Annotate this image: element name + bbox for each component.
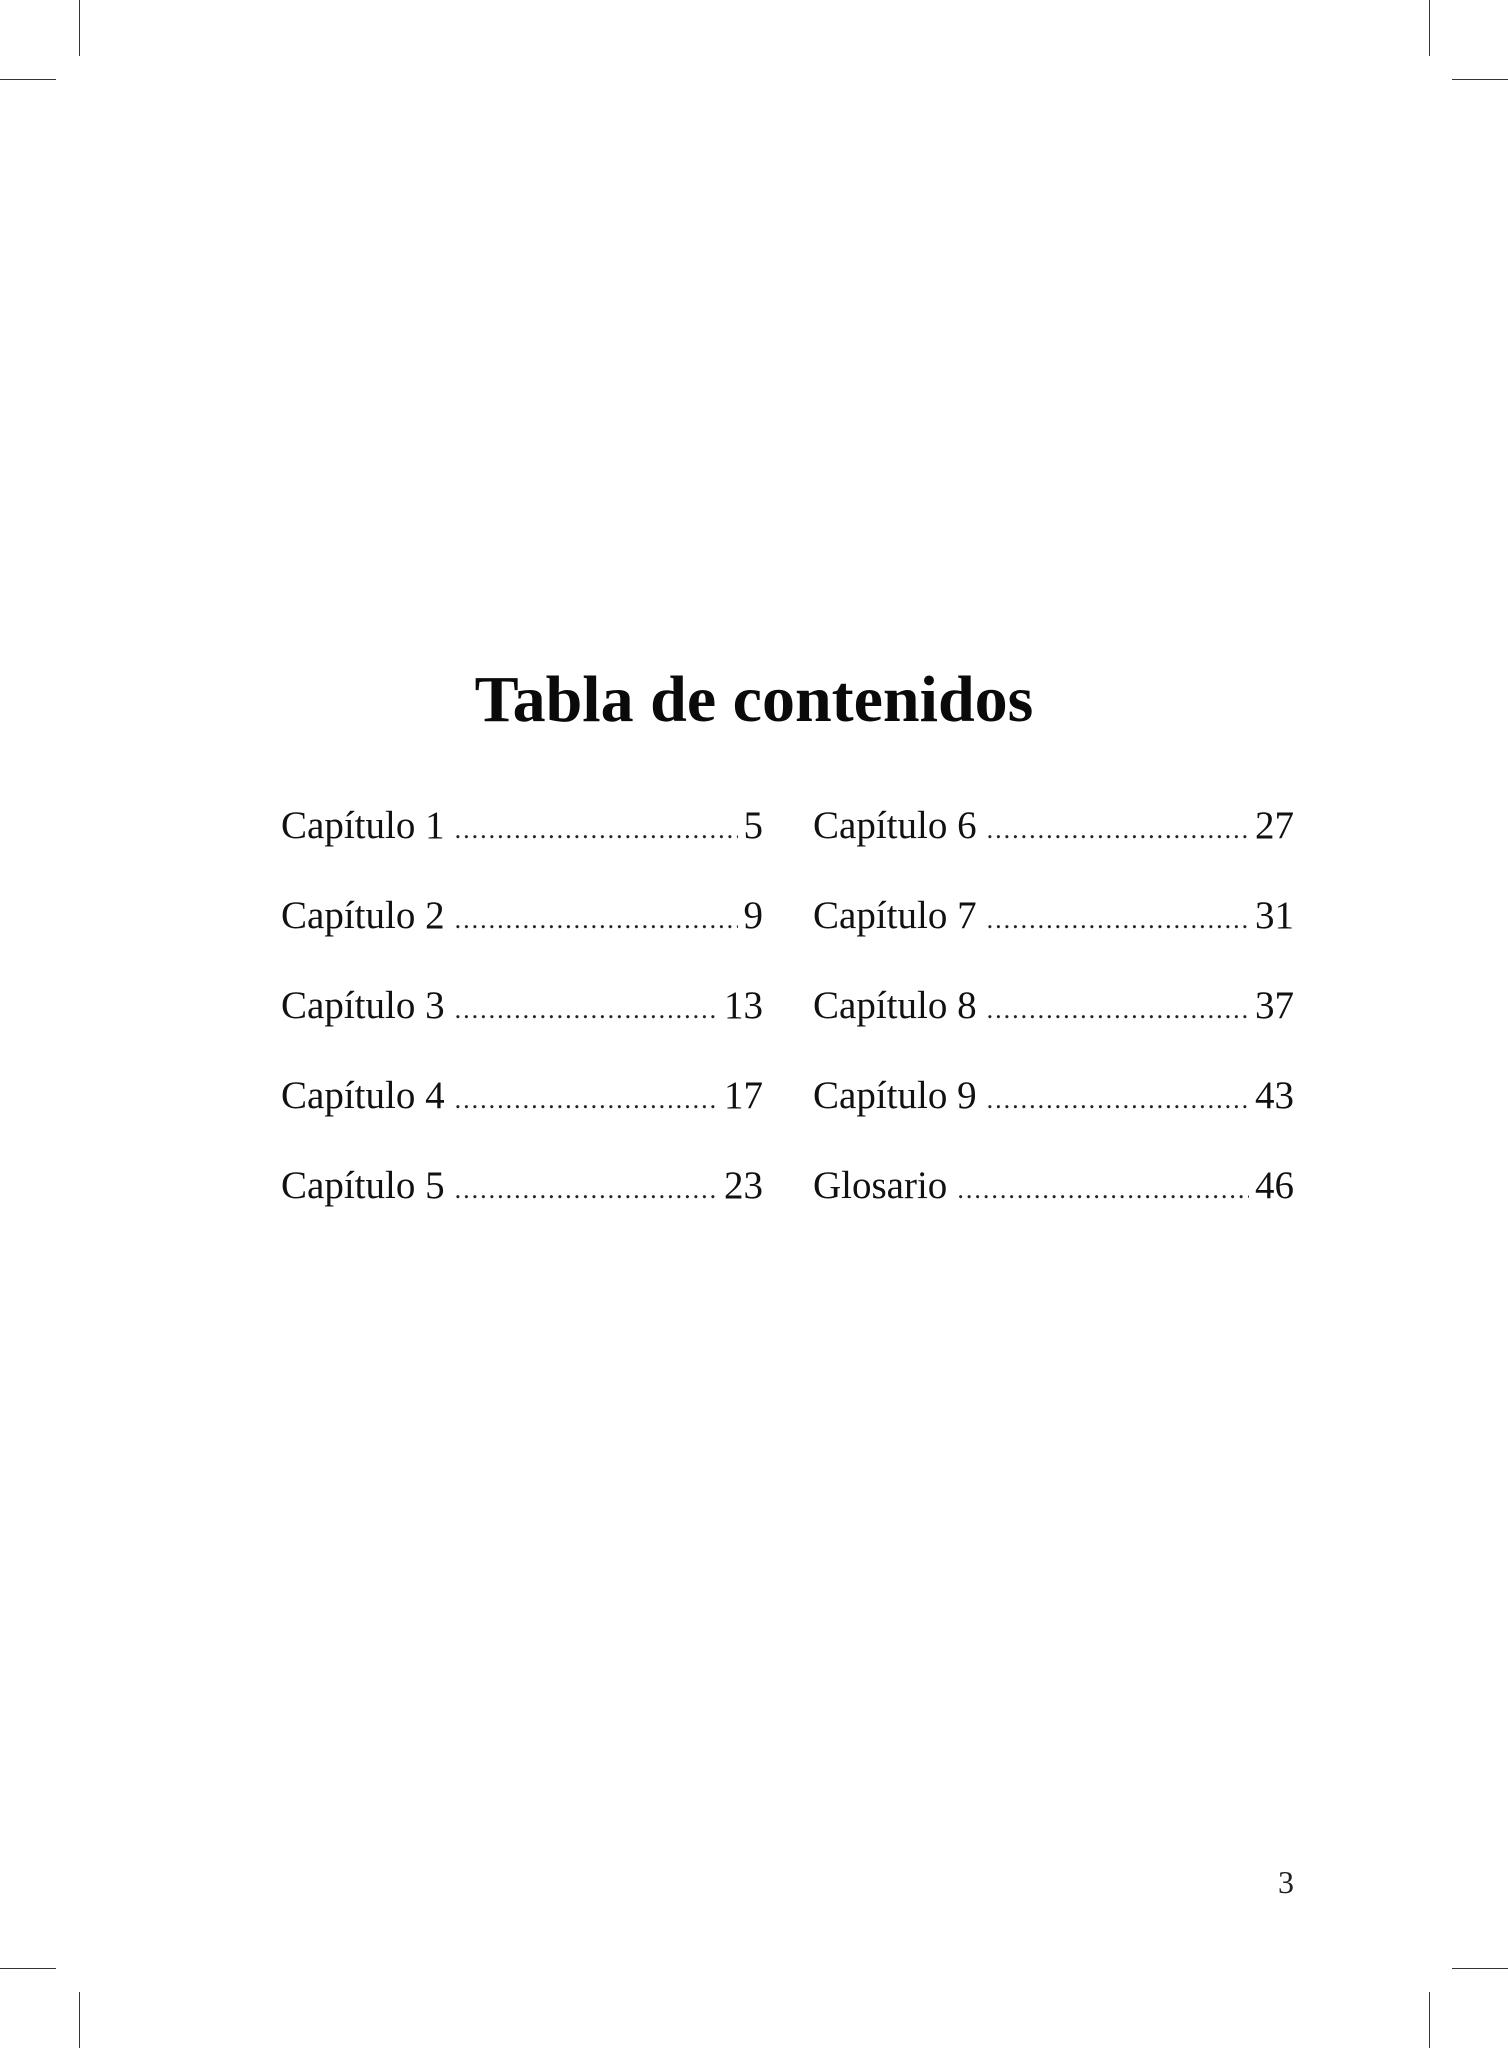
toc-entry-label: Capítulo 9 (813, 1074, 977, 1117)
toc-entry-label: Capítulo 5 (281, 1164, 445, 1207)
toc-entry[interactable] (813, 880, 1294, 970)
toc-entry-page: 9 (743, 894, 763, 937)
crop-mark-bottom-left-horizontal (0, 1968, 56, 1969)
dot-leader (987, 974, 1249, 1046)
toc-entry-page: 31 (1255, 894, 1294, 937)
toc-entry[interactable] (813, 1150, 1294, 1240)
dot-leader (987, 884, 1249, 956)
crop-mark-top-right-vertical (1429, 0, 1430, 56)
dot-leader (987, 794, 1249, 866)
dot-leader (987, 1064, 1249, 1136)
toc-entry-label: Capítulo 2 (281, 894, 445, 937)
toc-entry-page: 5 (743, 804, 763, 847)
toc-entry-label: Capítulo 7 (813, 894, 977, 937)
toc-entry-page: 27 (1255, 804, 1294, 847)
page-title: Tabla de contenidos (474, 663, 1034, 736)
toc-entry[interactable] (813, 970, 1294, 1060)
toc-entry-page: 43 (1255, 1074, 1294, 1117)
crop-mark-top-left-horizontal (0, 79, 56, 80)
toc-entry[interactable] (813, 1060, 1294, 1150)
toc-entry[interactable] (281, 970, 763, 1060)
toc-column-right (813, 790, 1294, 1240)
dot-leader (455, 884, 738, 956)
toc-entry-page: 23 (724, 1164, 763, 1207)
toc-entry-page: 13 (724, 984, 763, 1027)
dot-leader (455, 1064, 718, 1136)
crop-mark-top-right-horizontal (1452, 79, 1508, 80)
toc-entry[interactable] (281, 790, 763, 880)
toc-entry-label: Glosario (813, 1164, 948, 1207)
dot-leader (455, 1154, 718, 1226)
dot-leader (455, 794, 738, 866)
dot-leader (957, 1154, 1249, 1226)
crop-mark-bottom-left-vertical (79, 1992, 80, 2048)
toc-entry-label: Capítulo 3 (281, 984, 445, 1027)
crop-mark-bottom-right-vertical (1429, 1992, 1430, 2048)
toc-column-left (281, 790, 763, 1240)
toc-entry-page: 17 (724, 1074, 763, 1117)
crop-mark-top-left-vertical (79, 0, 80, 56)
toc-entry-label: Capítulo 4 (281, 1074, 445, 1117)
toc-entry-page: 37 (1255, 984, 1294, 1027)
toc-entry-label: Capítulo 6 (813, 804, 977, 847)
toc-entry[interactable] (281, 1060, 763, 1150)
toc-entry-page: 46 (1255, 1164, 1294, 1207)
toc-entry[interactable] (813, 790, 1294, 880)
page-number: 3 (1278, 1864, 1294, 1900)
crop-mark-bottom-right-horizontal (1452, 1968, 1508, 1969)
toc-entry[interactable] (281, 1150, 763, 1240)
toc-entry-label: Capítulo 1 (281, 804, 445, 847)
dot-leader (455, 974, 718, 1046)
toc-entry-label: Capítulo 8 (813, 984, 977, 1027)
toc-entry[interactable] (281, 880, 763, 970)
